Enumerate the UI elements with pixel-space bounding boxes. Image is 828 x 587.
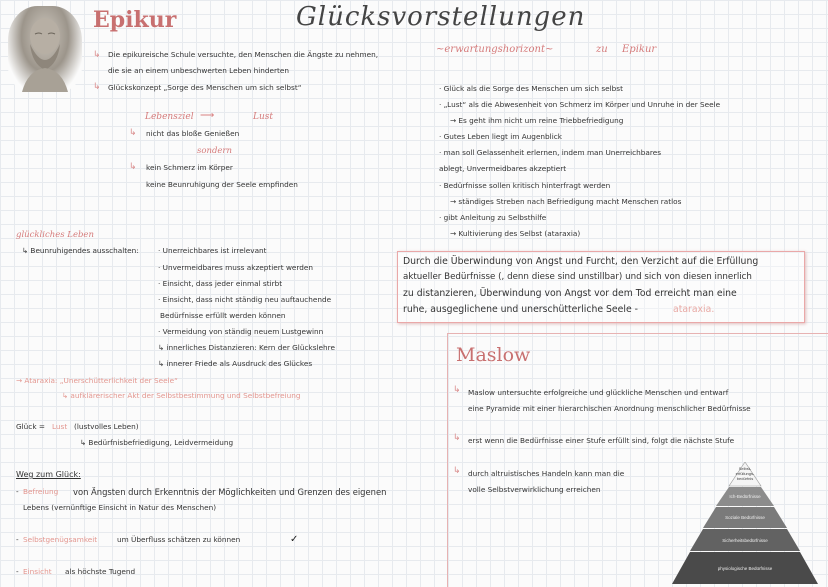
arrow-right-icon: ⟶ — [200, 110, 215, 121]
maslow-title: Maslow — [456, 344, 531, 366]
erwartung-item: ablegt, Unvermeidbares akzeptiert — [439, 164, 567, 173]
bullet-dash: - — [16, 487, 19, 496]
epikur-portrait — [8, 6, 82, 92]
gluckliches-item: · Unvermeidbares muss akzeptiert werden — [158, 263, 314, 272]
quote-line-2: aktueller Bedürfnisse (, denn diese sind unstillbar) und sich von diesen innerlich — [403, 272, 752, 282]
gluckliches-lead: ↳ Beunruhigendes ausschalten: — [22, 246, 139, 255]
maslow-pyramid — [670, 462, 820, 586]
glueck-label: Glück = — [16, 422, 45, 431]
weg-befreiung-text: von Ängsten durch Erkenntnis der Möglichkeiten und Grenzen des eigenen — [73, 487, 387, 497]
weg-einsicht-text: als höchste Tugend — [65, 567, 136, 576]
gluckliches-item: · Vermeidung von ständig neuem Lustgewinn — [158, 327, 324, 336]
maslow-p1-line2: eine Pyramide mit einer hierarchischen Anordnung menschlicher Bedürfnisse — [468, 404, 751, 413]
erwartung-item: · Bedürfnisse sollen kritisch hinterfragt werden — [439, 181, 611, 190]
gluckliches-item: · Unerreichbares ist irrelevant — [158, 246, 267, 255]
lebensziel-sondern: sondern — [197, 146, 232, 156]
lebensziel-kein: kein Schmerz im Körper — [146, 163, 233, 172]
intro-line-1: Die epikureische Schule versuchte, den Menschen die Ängste zu nehmen, — [108, 50, 379, 59]
weg-befreiung: Befreiung — [23, 487, 59, 496]
hook-arrow-icon: ↳ — [453, 432, 461, 442]
weg-einsicht: Einsicht — [23, 567, 52, 576]
maslow-p1-line1: Maslow untersuchte erfolgreiche und glückliche Menschen und entwarf — [468, 388, 729, 397]
lust-sub: ↳ Bedürfnisbefriedigung, Leidvermeidung — [80, 438, 234, 447]
quote-line-3: zu distanzieren, Überwindung von Angst vor dem Tod erreicht man eine — [403, 288, 737, 299]
erwartung-item: · „Lust“ als die Abwesenheit von Schmerz im Körper und Unruhe in der Seele — [439, 100, 721, 109]
erwartung-zu: zu — [596, 44, 608, 55]
maslow-p3-line1: durch altruistisches Handeln kann man die — [468, 469, 625, 478]
hook-arrow-icon: ↳ — [93, 49, 101, 59]
gluckliches-item: · Einsicht, dass nicht ständig neu auftauchende — [158, 295, 332, 304]
pyramid-label: Soziale Bedürfnisse — [725, 515, 765, 520]
erwartung-epikur: Epikur — [622, 44, 657, 55]
gluckliches-item: ↳ innerer Friede als Ausdruck des Glückes — [158, 359, 313, 368]
lebensziel-label: Lebensziel — [145, 112, 194, 122]
gluckliches-label: glückliches Leben — [16, 230, 94, 240]
intro-line-3: Glückskonzept „Sorge des Menschen um sich selbst“ — [108, 83, 302, 92]
quote-ataraxia: ataraxia. — [673, 304, 715, 315]
hook-arrow-icon: ↳ — [129, 161, 137, 171]
bullet-dash: - — [16, 535, 19, 544]
gluckliches-item: Bedürfnisse erfüllt werden können — [160, 311, 286, 320]
gluckliches-item: · Einsicht, dass jeder einmal stirbt — [158, 279, 283, 288]
quote-line-1: Durch die Überwindung von Angst und Furcht, den Verzicht auf die Erfüllung — [403, 256, 759, 267]
ataraxia-line-2: ↳ aufklärerischer Akt der Selbstbestimmung und Selbstbefreiung — [62, 391, 301, 400]
weg-heading: Weg zum Glück: — [16, 470, 81, 479]
pyramid-label: physiologische Bedürfnisse — [717, 566, 773, 571]
quote-line-4: ruhe, ausgeglichene und unerschütterliche Seele - — [403, 304, 638, 315]
erwartung-item: · Gutes Leben liegt im Augenblick — [439, 132, 562, 141]
pyramid-label: Sicherheitsbedürfnisse — [722, 538, 768, 543]
erwartung-item: → Kultivierung des Selbst (ataraxia) — [450, 229, 581, 238]
pyramid-label: Ich-Bedürfnisse — [729, 494, 761, 499]
erwartung-item: · Glück als die Sorge des Menschen um sich selbst — [439, 84, 623, 93]
hook-arrow-icon: ↳ — [453, 384, 461, 394]
lebensziel-not: nicht das bloße Genießen — [146, 129, 240, 138]
hook-arrow-icon: ↳ — [129, 127, 137, 137]
bust-icon — [8, 6, 82, 92]
weg-befreiung-line2: Lebens (vernünftige Einsicht in Natur des Menschen) — [23, 503, 217, 512]
lebensziel-keine: keine Beunruhigung der Seele empfinden — [146, 180, 298, 189]
intro-line-2: die sie an einem unbeschwerten Leben hinderten — [108, 66, 290, 75]
checkmark-icon: ✓ — [290, 534, 299, 545]
gluckliches-item: ↳ innerliches Distanzieren: Kern der Glückslehre — [158, 343, 335, 352]
lust-explanation: (lustvolles Leben) — [74, 422, 139, 431]
erwartung-item: → Es geht ihm nicht um reine Triebbefriedigung — [450, 116, 624, 125]
bullet-dash: - — [16, 567, 19, 576]
lust-label: Lust — [52, 422, 68, 431]
lebensziel-value: Lust — [253, 112, 274, 122]
erwartung-item: → ständiges Streben nach Befriedigung macht Menschen ratlos — [450, 197, 682, 206]
erwartung-heading: ~erwartungshorizont~ — [436, 44, 554, 55]
hook-arrow-icon: ↳ — [93, 81, 101, 91]
erwartung-item: · gibt Anleitung zu Selbsthilfe — [439, 213, 547, 222]
pyramid-label: Selbst-erfüllungs-bedürfnis — [735, 466, 755, 481]
erwartung-item: · man soll Gelassenheit erlernen, indem man Unerreichbares — [439, 148, 662, 157]
weg-selbstgenuegsamkeit: Selbstgenügsamkeit — [23, 535, 98, 544]
maslow-p2: erst wenn die Bedürfnisse einer Stufe erfüllt sind, folgt die nächste Stufe — [468, 436, 735, 445]
page-title: Glücksvorstellungen — [296, 2, 586, 32]
ataraxia-line-1: → Ataraxia: „Unerschütterlichkeit der Seele“ — [16, 376, 178, 385]
epikur-title: Epikur — [93, 7, 177, 33]
hook-arrow-icon: ↳ — [453, 465, 461, 475]
maslow-p3-line2: volle Selbstverwirklichung erreichen — [468, 485, 601, 494]
weg-selbstgenuegsamkeit-text: um Überfluss schätzen zu können — [117, 535, 241, 544]
